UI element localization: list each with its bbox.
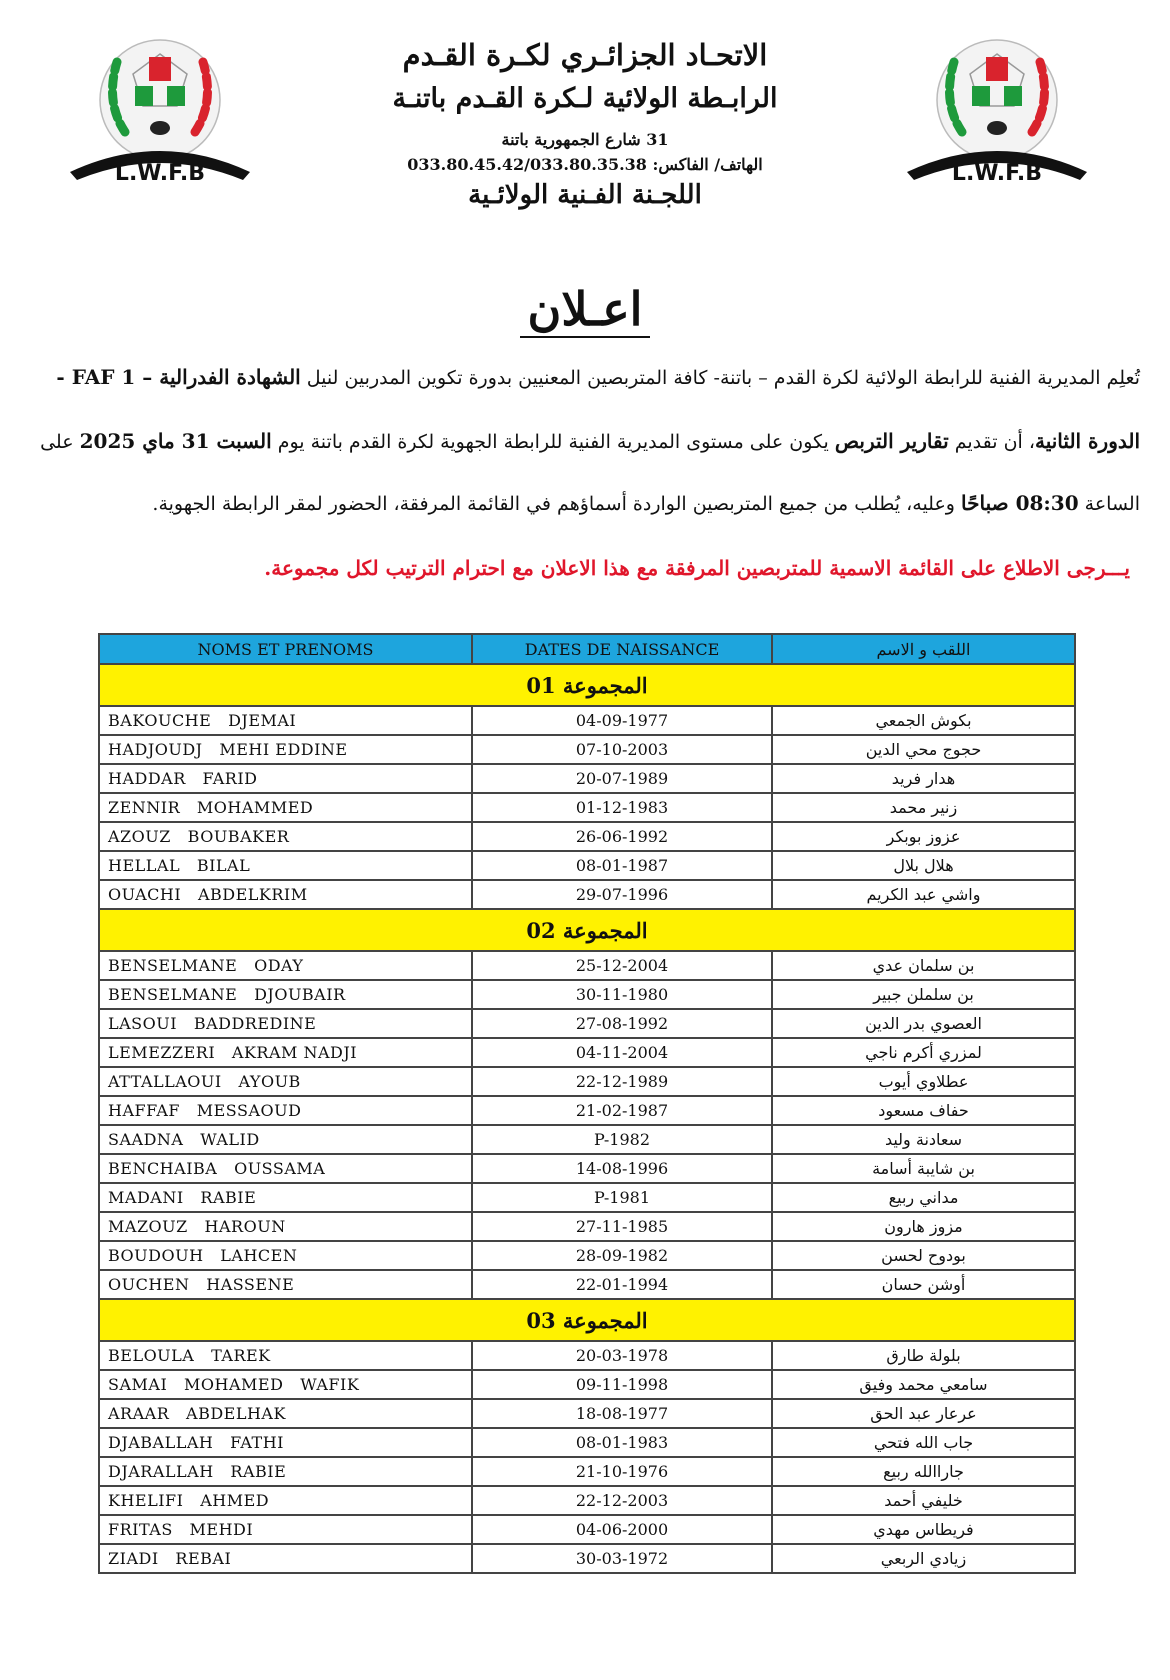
trainee-birth-date: 26-06-1992 (472, 822, 772, 851)
table-row (99, 1154, 1075, 1183)
table-row (99, 1125, 1075, 1154)
trainee-name-arabic: هدار فريد (772, 764, 1075, 793)
table-row (99, 764, 1075, 793)
trainee-name-latin: ATTALLAOUI AYOUB (99, 1067, 472, 1096)
trainee-name-latin: OUACHI ABDELKRIM (99, 880, 472, 909)
trainee-name-latin: BAKOUCHE DJEMAI (99, 706, 472, 735)
trainee-name-arabic: هلال بلال (772, 851, 1075, 880)
trainee-roster-table (98, 633, 1076, 1574)
trainee-name-latin: SAADNA WALID (99, 1125, 472, 1154)
trainee-name-arabic: بلولة طارق (772, 1341, 1075, 1370)
svg-text:L.W.F.B: L.W.F.B (951, 161, 1043, 186)
trainee-name-latin: LASOUI BADDREDINE (99, 1009, 472, 1038)
trainee-name-arabic: بكوش الجمعي (772, 706, 1075, 735)
trainee-birth-date: 25-12-2004 (472, 951, 772, 980)
trainee-birth-date: 07-10-2003 (472, 735, 772, 764)
trainee-name-arabic: بن سلملن جبير (772, 980, 1075, 1009)
trainee-birth-date: 21-02-1987 (472, 1096, 772, 1125)
trainee-birth-date: 27-11-1985 (472, 1212, 772, 1241)
trainee-name-latin: DJARALLAH RABIE (99, 1457, 472, 1486)
trainee-birth-date: 20-03-1978 (472, 1341, 772, 1370)
table-row (99, 1096, 1075, 1125)
trainee-name-latin: HELLAL BILAL (99, 851, 472, 880)
trainee-birth-date: 08-01-1983 (472, 1428, 772, 1457)
trainee-name-arabic: سعادنة وليد (772, 1125, 1075, 1154)
trainee-name-arabic: مزوز هارون (772, 1212, 1075, 1241)
table-row (99, 1270, 1075, 1299)
table-row (99, 1067, 1075, 1096)
column-header-arabic-names: اللقب و الاسم (772, 634, 1075, 664)
trainee-name-arabic: عزوز بوبكر (772, 822, 1075, 851)
trainee-birth-date: 22-12-1989 (472, 1067, 772, 1096)
committee-name: اللجـنة الفـنية الولائـية (468, 180, 702, 210)
table-row (99, 1486, 1075, 1515)
trainee-name-latin: ARAAR ABDELHAK (99, 1399, 472, 1428)
trainee-name-latin: MADANI RABIE (99, 1183, 472, 1212)
trainee-birth-date: 20-07-1989 (472, 764, 772, 793)
trainee-name-arabic: عرعار عبد الحق (772, 1399, 1075, 1428)
letterhead (380, 34, 790, 210)
trainee-birth-date: 22-01-1994 (472, 1270, 772, 1299)
league-address: 31 شارع الجمهورية باتنة (501, 130, 669, 149)
trainee-name-latin: BENCHAIBA OUSSAMA (99, 1154, 472, 1183)
table-row (99, 1544, 1075, 1573)
league-logo-left (65, 22, 255, 202)
trainee-name-latin: LEMEZZERI AKRAM NADJI (99, 1038, 472, 1067)
trainee-birth-date: 08-01-1987 (472, 851, 772, 880)
table-row (99, 1370, 1075, 1399)
table-row (99, 880, 1075, 909)
trainee-name-latin: OUCHEN HASSENE (99, 1270, 472, 1299)
group-title: المجموعة 03 (99, 1299, 1075, 1341)
trainee-birth-date: P-1982 (472, 1125, 772, 1154)
table-row (99, 1399, 1075, 1428)
table-row (99, 793, 1075, 822)
trainee-birth-date: P-1981 (472, 1183, 772, 1212)
announcement-paragraph-3: الساعة 08:30 صباحًا وعليه، يُطلب من جميع المتربصين الواردة أسماؤهم في القائمة المرفقة، الحضور لمقر الرابطة الجهوية. (152, 491, 1140, 515)
group-header-row (99, 1299, 1075, 1341)
group-header-row (99, 664, 1075, 706)
table-row (99, 1457, 1075, 1486)
table-row (99, 1009, 1075, 1038)
trainee-name-latin: MAZOUZ HAROUN (99, 1212, 472, 1241)
trainee-birth-date: 22-12-2003 (472, 1486, 772, 1515)
trainee-name-latin: HAFFAF MESSAOUD (99, 1096, 472, 1125)
table-row (99, 980, 1075, 1009)
trainee-name-arabic: لمزري أكرم ناجي (772, 1038, 1075, 1067)
federation-name: الاتحـاد الجزائـري لكـرة القـدم (402, 38, 768, 72)
trainee-name-arabic: جاب الله فتحي (772, 1428, 1075, 1457)
trainee-name-latin: ZENNIR MOHAMMED (99, 793, 472, 822)
table-row (99, 1212, 1075, 1241)
trainee-name-arabic: بن سلمان عدي (772, 951, 1075, 980)
table-row (99, 1183, 1075, 1212)
trainee-birth-date: 14-08-1996 (472, 1154, 772, 1183)
table-header-row (99, 634, 1075, 664)
trainee-birth-date: 30-03-1972 (472, 1544, 772, 1573)
trainee-birth-date: 04-06-2000 (472, 1515, 772, 1544)
trainee-name-latin: FRITAS MEHDI (99, 1515, 472, 1544)
trainee-name-latin: HADDAR FARID (99, 764, 472, 793)
trainee-name-arabic: العصوي بدر الدين (772, 1009, 1075, 1038)
trainee-name-arabic: جاراالله ربيع (772, 1457, 1075, 1486)
group-title: المجموعة 01 (99, 664, 1075, 706)
column-header-names: NOMS ET PRENOMS (99, 634, 472, 664)
league-name: الرابـطة الولائية لـكرة القـدم باتنـة (392, 83, 778, 114)
trainee-name-arabic: فريطاس مهدي (772, 1515, 1075, 1544)
trainee-name-latin: SAMAI MOHAMED WAFIK (99, 1370, 472, 1399)
trainee-name-latin: DJABALLAH FATHI (99, 1428, 472, 1457)
table-row (99, 822, 1075, 851)
table-row (99, 1428, 1075, 1457)
trainee-name-latin: BELOULA TAREK (99, 1341, 472, 1370)
trainee-birth-date: 09-11-1998 (472, 1370, 772, 1399)
trainee-name-arabic: عطلاوي أيوب (772, 1067, 1075, 1096)
trainee-name-arabic: بودوح لحسن (772, 1241, 1075, 1270)
trainee-name-arabic: بن شايبة أسامة (772, 1154, 1075, 1183)
trainee-birth-date: 30-11-1980 (472, 980, 772, 1009)
trainee-birth-date: 29-07-1996 (472, 880, 772, 909)
announcement-title: اعـلان (0, 282, 1170, 336)
notice-red: يـــرجى الاطلاع على القائمة الاسمية للمتربصين المرفقة مع هذا الاعلان مع احترام الترتيب لكل مجموعة. (264, 556, 1130, 580)
table-row (99, 1341, 1075, 1370)
phone-numbers: 033.80.45.42/033.80.35.38 (407, 155, 647, 174)
trainee-birth-date: 27-08-1992 (472, 1009, 772, 1038)
trainee-birth-date: 04-09-1977 (472, 706, 772, 735)
trainee-birth-date: 21-10-1976 (472, 1457, 772, 1486)
table-row (99, 851, 1075, 880)
league-logo-right (902, 22, 1092, 202)
trainee-name-arabic: أوشن حسان (772, 1270, 1075, 1299)
lwfb-logo-graphic (902, 22, 1092, 202)
league-phone (380, 155, 790, 174)
trainee-birth-date: 04-11-2004 (472, 1038, 772, 1067)
svg-text:L.W.F.B: L.W.F.B (114, 161, 206, 186)
trainee-name-arabic: زنير محمد (772, 793, 1075, 822)
table-row (99, 951, 1075, 980)
table-row (99, 1038, 1075, 1067)
trainee-birth-date: 18-08-1977 (472, 1399, 772, 1428)
trainee-name-latin: KHELIFI AHMED (99, 1486, 472, 1515)
column-header-dates: DATES DE NAISSANCE (472, 634, 772, 664)
trainee-birth-date: 01-12-1983 (472, 793, 772, 822)
trainee-name-arabic: واشي عبد الكريم (772, 880, 1075, 909)
trainee-name-latin: BENSELMANE DJOUBAIR (99, 980, 472, 1009)
trainee-name-arabic: حفاف مسعود (772, 1096, 1075, 1125)
group-title: المجموعة 02 (99, 909, 1075, 951)
phone-label: الهاتف/ الفاكس: (652, 155, 763, 174)
trainee-name-latin: AZOUZ BOUBAKER (99, 822, 472, 851)
lwfb-logo-graphic (65, 22, 255, 202)
table-row (99, 735, 1075, 764)
trainee-name-arabic: زيادي الربعي (772, 1544, 1075, 1573)
trainee-name-arabic: حجوج محي الدين (772, 735, 1075, 764)
trainee-birth-date: 28-09-1982 (472, 1241, 772, 1270)
trainee-name-latin: BOUDOUH LAHCEN (99, 1241, 472, 1270)
trainee-name-arabic: خليفي أحمد (772, 1486, 1075, 1515)
announcement-paragraph-2: الدورة الثانية، أن تقديم تقارير التربص يكون على مستوى المديرية الفنية للرابطة الجهوية لكرة القدم باتنة يوم السبت 31 ماي 2025 على (40, 429, 1140, 453)
trainee-name-arabic: سامعي محمد وفيق (772, 1370, 1075, 1399)
trainee-name-latin: ZIADI REBAI (99, 1544, 472, 1573)
trainee-name-latin: HADJOUDJ MEHI EDDINE (99, 735, 472, 764)
announcement-paragraph-1: تُعلِم المديرية الفنية للرابطة الولائية لكرة القدم – باتنة- كافة المتربصين المعنيين بدورة تكوين المدربين لنيل الشهادة الفدرالية – FAF 1 - (56, 365, 1140, 389)
table-row (99, 1241, 1075, 1270)
group-header-row (99, 909, 1075, 951)
table-row (99, 1515, 1075, 1544)
trainee-name-arabic: مداني ربيع (772, 1183, 1075, 1212)
table-row (99, 706, 1075, 735)
trainee-name-latin: BENSELMANE ODAY (99, 951, 472, 980)
